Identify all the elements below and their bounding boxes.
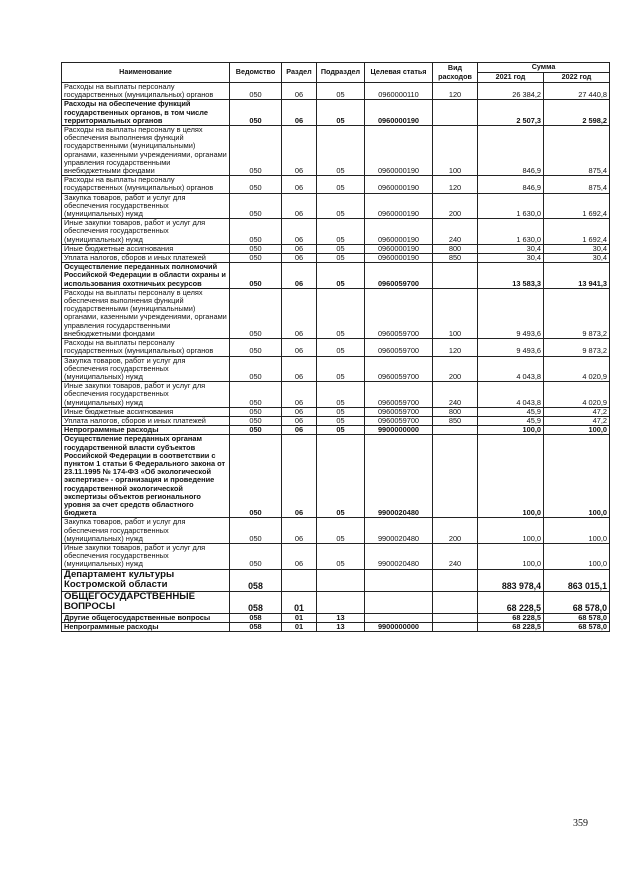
- cell-expense-type: [433, 426, 478, 435]
- header-sum: Сумма: [478, 63, 610, 73]
- cell-sum-2022: 100,0: [544, 435, 610, 518]
- cell-name: Расходы на выплаты персоналу государственных (муниципальных) органов: [62, 176, 230, 193]
- cell-name: Другие общегосударственные вопросы: [62, 613, 230, 622]
- cell-name: Закупка товаров, работ и услуг для обеспечения государственных (муниципальных) нужд: [62, 518, 230, 544]
- cell-target-article: 0960059700: [365, 356, 433, 382]
- cell-target-article: [365, 591, 433, 613]
- cell-sum-2021: 100,0: [478, 435, 544, 518]
- cell-section: 06: [282, 100, 317, 126]
- cell-name: Расходы на выплаты персоналу государственных (муниципальных) органов: [62, 83, 230, 100]
- cell-section: 06: [282, 382, 317, 408]
- cell-expense-type: 240: [433, 543, 478, 569]
- cell-target-article: 0960000190: [365, 100, 433, 126]
- cell-section: [282, 569, 317, 591]
- cell-sum-2021: 2 507,3: [478, 100, 544, 126]
- cell-ministry: 058: [230, 569, 282, 591]
- cell-subsection: [317, 569, 365, 591]
- cell-ministry: 050: [230, 416, 282, 425]
- cell-sum-2021: 45,9: [478, 407, 544, 416]
- cell-ministry: 050: [230, 518, 282, 544]
- cell-expense-type: 120: [433, 83, 478, 100]
- cell-expense-type: 800: [433, 407, 478, 416]
- cell-target-article: 0960000190: [365, 176, 433, 193]
- table-row: [62, 339, 610, 356]
- cell-subsection: 05: [317, 407, 365, 416]
- cell-subsection: 05: [317, 518, 365, 544]
- cell-name: Осуществление переданных полномочий Российской Федерации в области охраны и использования охотничьих ресурсов: [62, 263, 230, 289]
- cell-subsection: 05: [317, 543, 365, 569]
- cell-sum-2021: 9 493,6: [478, 339, 544, 356]
- cell-section: 06: [282, 518, 317, 544]
- cell-name: Непрограммные расходы: [62, 426, 230, 435]
- cell-name: Иные закупки товаров, работ и услуг для обеспечения государственных (муниципальных) нужд: [62, 543, 230, 569]
- cell-sum-2022: 100,0: [544, 518, 610, 544]
- cell-sum-2021: 30,4: [478, 244, 544, 253]
- cell-sum-2021: 68 228,5: [478, 622, 544, 631]
- cell-sum-2021: 1 630,0: [478, 219, 544, 245]
- cell-sum-2022: 100,0: [544, 543, 610, 569]
- cell-subsection: 05: [317, 193, 365, 219]
- header-year-2022: 2022 год: [544, 73, 610, 83]
- cell-expense-type: 120: [433, 176, 478, 193]
- cell-expense-type: 120: [433, 339, 478, 356]
- cell-sum-2021: 100,0: [478, 426, 544, 435]
- cell-target-article: 9900000000: [365, 622, 433, 631]
- cell-sum-2022: 68 578,0: [544, 591, 610, 613]
- cell-sum-2022: 2 598,2: [544, 100, 610, 126]
- cell-name: ОБЩЕГОСУДАРСТВЕННЫЕ ВОПРОСЫ: [62, 591, 230, 613]
- cell-sum-2022: 875,4: [544, 126, 610, 176]
- cell-target-article: [365, 569, 433, 591]
- cell-subsection: 05: [317, 100, 365, 126]
- budget-rows: [62, 83, 610, 632]
- cell-sum-2022: 100,0: [544, 426, 610, 435]
- cell-section: 06: [282, 339, 317, 356]
- cell-expense-type: 850: [433, 416, 478, 425]
- cell-ministry: 058: [230, 591, 282, 613]
- cell-ministry: 050: [230, 193, 282, 219]
- cell-name: Уплата налогов, сборов и иных платежей: [62, 416, 230, 425]
- cell-name: Департамент культуры Костромской области: [62, 569, 230, 591]
- cell-sum-2021: 4 043,8: [478, 356, 544, 382]
- cell-sum-2022: 68 578,0: [544, 622, 610, 631]
- cell-name: Иные бюджетные ассигнования: [62, 244, 230, 253]
- cell-sum-2022: 4 020,9: [544, 356, 610, 382]
- cell-subsection: [317, 591, 365, 613]
- cell-expense-type: [433, 613, 478, 622]
- cell-name: Иные закупки товаров, работ и услуг для обеспечения государственных (муниципальных) нужд: [62, 382, 230, 408]
- cell-subsection: 13: [317, 613, 365, 622]
- cell-name: Закупка товаров, работ и услуг для обеспечения государственных (муниципальных) нужд: [62, 356, 230, 382]
- cell-sum-2021: 9 493,6: [478, 288, 544, 338]
- cell-sum-2022: 4 020,9: [544, 382, 610, 408]
- cell-sum-2022: 9 873,2: [544, 288, 610, 338]
- cell-expense-type: 200: [433, 518, 478, 544]
- budget-table: [61, 62, 610, 632]
- cell-target-article: 0960000190: [365, 244, 433, 253]
- cell-subsection: 05: [317, 435, 365, 518]
- cell-ministry: 058: [230, 613, 282, 622]
- cell-sum-2021: 846,9: [478, 126, 544, 176]
- cell-ministry: 050: [230, 407, 282, 416]
- cell-target-article: 0960059700: [365, 339, 433, 356]
- table-row: [62, 193, 610, 219]
- cell-target-article: 0960000110: [365, 83, 433, 100]
- header-subsection: Подраздел: [317, 63, 365, 83]
- cell-target-article: 0960059700: [365, 288, 433, 338]
- cell-subsection: 05: [317, 356, 365, 382]
- cell-expense-type: 240: [433, 382, 478, 408]
- cell-subsection: 05: [317, 83, 365, 100]
- cell-sum-2022: 30,4: [544, 254, 610, 263]
- cell-name: Расходы на выплаты персоналу в целях обеспечения выполнения функций государственными (муниципальными) органами, казенными учреждениями, органами управления государственными внебюджетными фондами: [62, 288, 230, 338]
- cell-section: 06: [282, 356, 317, 382]
- header-target-article: Целевая статья: [365, 63, 433, 83]
- table-row: [62, 176, 610, 193]
- table-row: [62, 435, 610, 518]
- cell-target-article: 0960059700: [365, 407, 433, 416]
- cell-section: 06: [282, 219, 317, 245]
- cell-expense-type: [433, 100, 478, 126]
- cell-name: Уплата налогов, сборов и иных платежей: [62, 254, 230, 263]
- table-row: [62, 543, 610, 569]
- cell-ministry: 050: [230, 339, 282, 356]
- cell-expense-type: [433, 435, 478, 518]
- cell-name: Осуществление переданных органам государственной власти субъектов Российской Федерации в соответствии с пунктом 1 статьи 6 Федерального закона от 23.11.1995 № 174-ФЗ «Об экологической экспертизе» - организация и проведение государственной экологической экспертизы объектов регионального уровня за счет средств областного бюджета: [62, 435, 230, 518]
- cell-target-article: 0960059700: [365, 382, 433, 408]
- cell-ministry: 050: [230, 435, 282, 518]
- table-row: [62, 83, 610, 100]
- table-row: [62, 263, 610, 289]
- cell-section: 06: [282, 407, 317, 416]
- cell-ministry: 050: [230, 288, 282, 338]
- cell-name: Расходы на выплаты персоналу в целях обеспечения выполнения функций государственными (муниципальными) органами, казенными учреждениями, органами управления государственными внебюджетными фондами: [62, 126, 230, 176]
- cell-target-article: 9900020480: [365, 435, 433, 518]
- cell-target-article: 0960000190: [365, 193, 433, 219]
- table-row: [62, 288, 610, 338]
- cell-name: Иные закупки товаров, работ и услуг для обеспечения государственных (муниципальных) нужд: [62, 219, 230, 245]
- cell-ministry: 050: [230, 263, 282, 289]
- cell-sum-2022: 9 873,2: [544, 339, 610, 356]
- cell-sum-2022: 30,4: [544, 244, 610, 253]
- cell-target-article: 0960000190: [365, 219, 433, 245]
- cell-section: 06: [282, 83, 317, 100]
- cell-expense-type: [433, 622, 478, 631]
- cell-sum-2021: 30,4: [478, 254, 544, 263]
- cell-subsection: 13: [317, 622, 365, 631]
- cell-section: 01: [282, 622, 317, 631]
- cell-ministry: 050: [230, 219, 282, 245]
- header-name: Наименование: [62, 63, 230, 83]
- table-row: [62, 591, 610, 613]
- cell-section: 01: [282, 591, 317, 613]
- cell-section: 06: [282, 543, 317, 569]
- cell-expense-type: 200: [433, 356, 478, 382]
- cell-sum-2021: 1 630,0: [478, 193, 544, 219]
- cell-sum-2021: 4 043,8: [478, 382, 544, 408]
- cell-target-article: 0960059700: [365, 263, 433, 289]
- cell-section: 06: [282, 426, 317, 435]
- cell-sum-2021: 846,9: [478, 176, 544, 193]
- cell-ministry: 050: [230, 83, 282, 100]
- cell-target-article: 0960000190: [365, 254, 433, 263]
- cell-subsection: 05: [317, 126, 365, 176]
- cell-sum-2021: 13 583,3: [478, 263, 544, 289]
- cell-sum-2021: 883 978,4: [478, 569, 544, 591]
- cell-section: 06: [282, 193, 317, 219]
- cell-subsection: 05: [317, 244, 365, 253]
- cell-ministry: 050: [230, 126, 282, 176]
- cell-ministry: 050: [230, 426, 282, 435]
- table-row: [62, 518, 610, 544]
- table-row: [62, 622, 610, 631]
- cell-subsection: 05: [317, 263, 365, 289]
- cell-subsection: 05: [317, 416, 365, 425]
- cell-section: 06: [282, 176, 317, 193]
- cell-sum-2022: 863 015,1: [544, 569, 610, 591]
- header-expense-type: Вид расходов: [433, 63, 478, 83]
- cell-expense-type: 200: [433, 193, 478, 219]
- cell-expense-type: 850: [433, 254, 478, 263]
- cell-sum-2022: 27 440,8: [544, 83, 610, 100]
- cell-name: Иные бюджетные ассигнования: [62, 407, 230, 416]
- cell-section: 06: [282, 416, 317, 425]
- cell-ministry: 058: [230, 622, 282, 631]
- cell-sum-2022: 875,4: [544, 176, 610, 193]
- cell-target-article: [365, 613, 433, 622]
- cell-target-article: 9900020480: [365, 518, 433, 544]
- cell-sum-2022: 1 692,4: [544, 193, 610, 219]
- cell-expense-type: [433, 569, 478, 591]
- table-row: [62, 100, 610, 126]
- cell-ministry: 050: [230, 100, 282, 126]
- cell-section: 06: [282, 288, 317, 338]
- cell-section: 06: [282, 435, 317, 518]
- cell-sum-2021: 68 228,5: [478, 613, 544, 622]
- table-row: [62, 126, 610, 176]
- cell-expense-type: 100: [433, 288, 478, 338]
- cell-section: 06: [282, 126, 317, 176]
- page-number: 359: [573, 818, 588, 829]
- cell-sum-2021: 45,9: [478, 416, 544, 425]
- cell-section: 06: [282, 254, 317, 263]
- cell-sum-2021: 26 384,2: [478, 83, 544, 100]
- cell-expense-type: 100: [433, 126, 478, 176]
- header-year-2021: 2021 год: [478, 73, 544, 83]
- cell-ministry: 050: [230, 244, 282, 253]
- cell-subsection: 05: [317, 339, 365, 356]
- cell-ministry: 050: [230, 254, 282, 263]
- cell-section: 06: [282, 263, 317, 289]
- table-row: [62, 219, 610, 245]
- cell-subsection: 05: [317, 382, 365, 408]
- cell-subsection: 05: [317, 219, 365, 245]
- cell-ministry: 050: [230, 543, 282, 569]
- cell-expense-type: 240: [433, 219, 478, 245]
- cell-subsection: 05: [317, 288, 365, 338]
- cell-sum-2021: 68 228,5: [478, 591, 544, 613]
- cell-target-article: 9900020480: [365, 543, 433, 569]
- cell-ministry: 050: [230, 356, 282, 382]
- cell-name: Расходы на обеспечение функций государственных органов, в том числе территориальных органов: [62, 100, 230, 126]
- cell-target-article: 0960059700: [365, 416, 433, 425]
- cell-sum-2022: 47,2: [544, 416, 610, 425]
- cell-target-article: 0960000190: [365, 126, 433, 176]
- header-ministry: Ведомство: [230, 63, 282, 83]
- table-row: [62, 613, 610, 622]
- cell-expense-type: 800: [433, 244, 478, 253]
- cell-subsection: 05: [317, 254, 365, 263]
- cell-sum-2022: 68 578,0: [544, 613, 610, 622]
- cell-expense-type: [433, 263, 478, 289]
- cell-subsection: 05: [317, 176, 365, 193]
- cell-name: Расходы на выплаты персоналу государственных (муниципальных) органов: [62, 339, 230, 356]
- cell-sum-2022: 13 941,3: [544, 263, 610, 289]
- cell-sum-2021: 100,0: [478, 518, 544, 544]
- cell-name: Закупка товаров, работ и услуг для обеспечения государственных (муниципальных) нужд: [62, 193, 230, 219]
- cell-ministry: 050: [230, 176, 282, 193]
- cell-sum-2021: 100,0: [478, 543, 544, 569]
- cell-subsection: 05: [317, 426, 365, 435]
- cell-sum-2022: 47,2: [544, 407, 610, 416]
- cell-section: 01: [282, 613, 317, 622]
- cell-ministry: 050: [230, 382, 282, 408]
- cell-expense-type: [433, 591, 478, 613]
- cell-target-article: 9900000000: [365, 426, 433, 435]
- table-row: [62, 569, 610, 591]
- table-row: [62, 356, 610, 382]
- cell-name: Непрограммные расходы: [62, 622, 230, 631]
- cell-section: 06: [282, 244, 317, 253]
- table-row: [62, 382, 610, 408]
- header-section: Раздел: [282, 63, 317, 83]
- cell-sum-2022: 1 692,4: [544, 219, 610, 245]
